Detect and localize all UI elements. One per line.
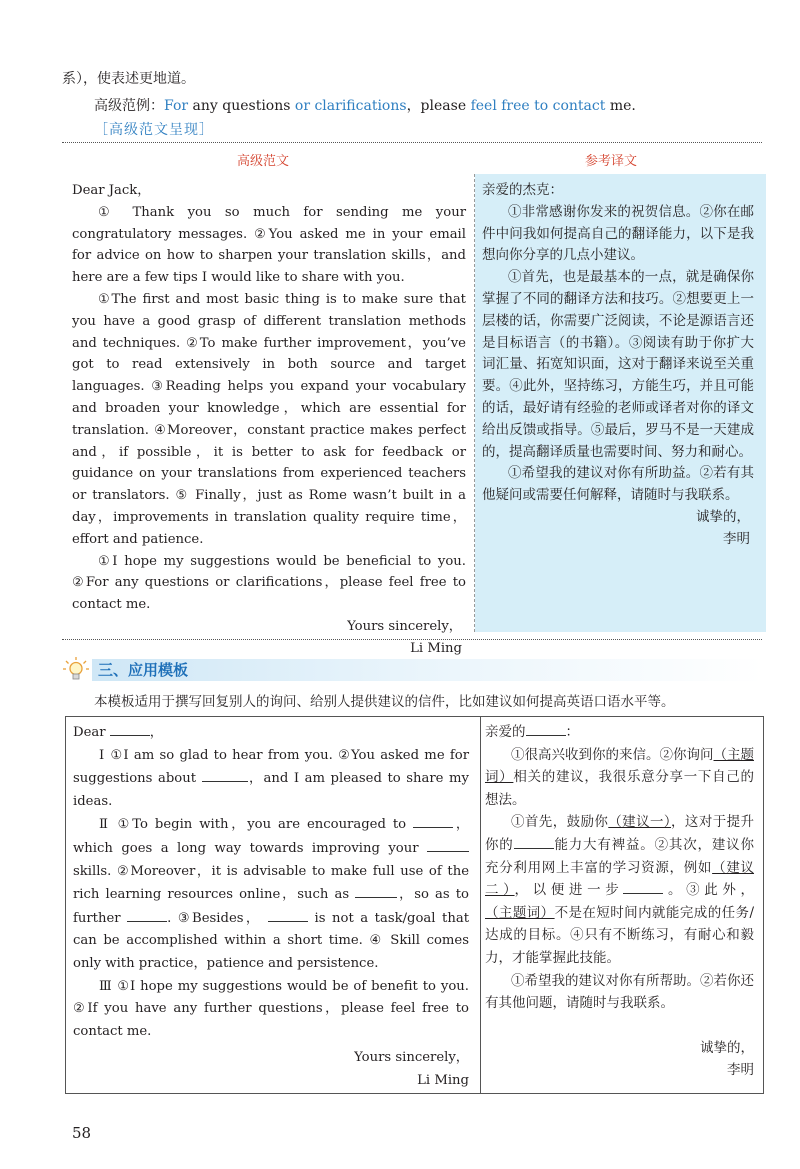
cn-topic-word-2: （主题词） [485,904,555,921]
template-en [73,721,469,1093]
translation-closing: 诚挚的， [696,508,750,525]
example-me: me. [605,98,636,114]
template-cn-closing: 诚挚的， [700,1039,754,1056]
template-cn-greeting [485,721,754,744]
en-p2-b: ，which goes a long way towards improving your [73,817,469,856]
page-number: 58 [72,1124,92,1142]
template-en-signature: Li Ming [417,1072,469,1088]
blank-suggestion-1 [413,813,453,828]
cn-p1-b: 相关的建议，我很乐意分享一下自己的想法。 [485,769,755,808]
cn-p2-e: 。③此外， [663,882,755,899]
blank-goal [127,907,167,922]
en-p2-c: skills. ②Moreover，it is advisable to make full use of the rich learning resources online，such as [73,863,469,903]
cn-p2-a: ①首先，鼓励你 [511,814,609,831]
cn-suggestion-1: （建议一） [608,814,672,831]
template-intro: 本模板适用于撰写回复别人的询问、给别人提供建议的信件，比如建议如何提高英语口语水平等。 [94,694,675,710]
template-title: 三、应用模板 [98,661,189,679]
translation-header: 参考译文 [585,154,638,169]
en-p1-a: Ⅰ ①I am so glad to hear from you. ②You asked me for suggestions about [73,747,469,787]
dotted-divider [62,142,762,143]
cn-topic-word: （主题词） [485,746,754,786]
lightbulb-icon [62,656,90,682]
dear-comma: ， [149,725,163,740]
translation-body [482,180,754,551]
en-p2-d: ，so as to further [73,887,469,926]
essay-body [72,180,466,660]
template-cn [485,721,754,1082]
template-en-closing: Yours sincerely， [354,1050,469,1066]
en-p2-a: Ⅱ ①To begin with，you are encouraged to [99,817,407,833]
translation-signature: 李明 [723,530,750,547]
template-en-greeting [73,721,469,745]
blank-topic [202,767,248,782]
en-p1-b: ，and I am pleased to share my ideas. [73,771,469,809]
example-clarifications: or clarifications [294,98,407,114]
blank-suggestion-2 [355,883,397,898]
cn-blank-goal [623,879,663,894]
blank-name [110,721,150,736]
dotted-divider-bottom [62,639,762,640]
cn-blank-skill [514,834,554,849]
column-divider [474,174,475,632]
blank-skill [427,837,469,852]
example-please: ，please [406,98,471,114]
advanced-example [94,95,636,115]
cn-p2-f: 不是在短时间内就能完成的任务/达成的目标。④只有不断练习，有耐心和毅力，才能掌握此技能。 [485,904,754,966]
example-feel-free: feel free to contact [470,98,606,114]
dear-label: Dear [73,725,106,740]
advanced-example-label: 高级范例： [94,98,164,114]
continuation-text: 系），使表述更地道。 [62,71,195,87]
translation-paragraph-2: ①首先，也是最基本的一点，就是确保你掌握了不同的翻译方法和技巧。②想要更上一层楼的话，你需要广泛阅读，不论是源语言还是目标语言（的书籍）。③阅读有助于你扩大词汇量、拓宽知识面，这对于翻译来说至关重要。④此外，坚持练习，方能生巧，并且可能的话，最好请有经验的老师或译者对你的译文给出反馈或指导。⑤最后，罗马不是一天建成的，提高翻译质量也需要时间、努力和耐心。 [482,269,754,460]
template-en-paragraph-2 [73,813,469,975]
translation-greeting: 亲爱的杰克： [482,182,563,198]
translation-paragraph-1: ①非常感谢你发来的祝贺信息。②你在邮件中问我如何提高自己的翻译能力，以下是我想向你分享的几点小建议。 [482,203,754,264]
essay-signature: Li Ming [410,640,462,656]
cn-suggestion-2: （建议二） [485,859,755,899]
cn-p2-b: ，这对于提升你的 [485,814,755,853]
essay-paragraph-3: ①I hope my suggestions would be beneficial to you. ②For any questions or clarifications，please feel free to contact me. [72,553,466,613]
essay-closing: Yours sincerely， [347,618,462,634]
template-cn-signature: 李明 [727,1062,754,1079]
cn-dear-label: 亲爱的 [485,724,526,740]
essay-paragraph-1: ① Thank you so much for sending me your congratulatory messages. ②You asked me in your email for advice on how to sharpen your translation skills，and here are a few tips I would like to share with you. [72,204,466,286]
cn-p2-d: ，以便进一步 [514,882,624,899]
template-title-bar [92,659,764,681]
en-p2-f: is not a task/goal that can be accomplished within a short time. ④ Skill comes only with practice，patience and persistence. [73,910,469,971]
section-heading-essay: ［高级范文呈现］ [94,122,214,138]
example-any: any questions [188,98,295,114]
template-section-header [62,656,764,682]
example-for: For [164,98,189,114]
cn-p2-c: 能力大有裨益。②其次，建议你充分利用网上丰富的学习资源，例如 [485,836,754,876]
cn-p1-a: ①很高兴收到你的来信。②你询问 [511,746,714,763]
essay-header: 高级范文 [237,154,290,169]
template-cn-paragraph-3: ①希望我的建议对你有所帮助。②若你还有其他问题，请随时与我联系。 [485,972,754,1012]
template-en-paragraph-3: Ⅲ ①I hope my suggestions would be of benefit to you. ②If you have any further questions，please feel free to contact me. [73,978,469,1039]
essay-paragraph-2: ①The first and most basic thing is to make sure that you have a good grasp of different translation methods and techniques. ②To make further improvement，you’ve got to read extensively in both source and target languages. ③Reading helps you expand your vocabulary and broaden your knowledge，which are essential for translation. ④Moreover，constant practice makes perfect and，if possible，it is better to ask for feedback or guidance on your translations from experienced teachers or translators. ⑤ Finally，just as Rome wasn’t built in a day，improvements in translation quality require time，effort and patience. [72,291,466,547]
cn-blank-name [526,721,566,736]
en-p2-e: . ③Besides， [167,910,262,926]
cn-dear-colon: ： [565,724,579,740]
template-cn-paragraph-2 [485,811,754,969]
template-en-paragraph-1 [73,745,469,814]
essay-greeting: Dear Jack， [72,183,151,198]
template-cn-paragraph-1 [485,744,754,812]
template-divider [480,716,481,1094]
translation-paragraph-3: ①希望我的建议对你有所助益。②若有其他疑问或需要任何解释，请随时与我联系。 [482,465,754,504]
blank-topic-2 [268,907,308,922]
